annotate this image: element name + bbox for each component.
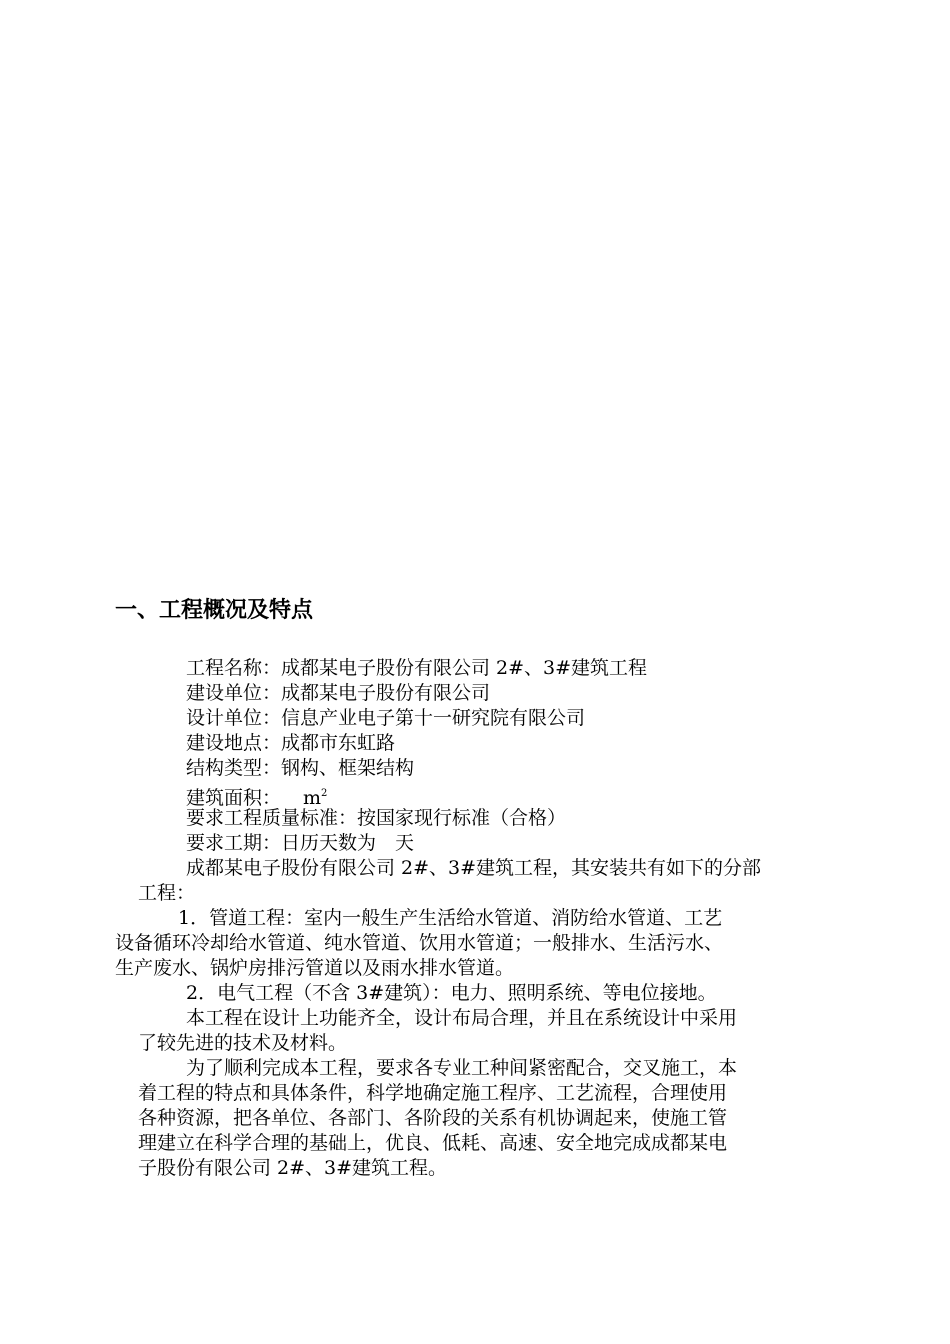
paragraph-5-line-5: 子股份有限公司 2#、3#建筑工程。: [138, 1157, 448, 1179]
paragraph-3-line-1: 2．电气工程（不含 3#建筑）：电力、照明系统、等电位接地。: [186, 982, 717, 1004]
paragraph-5-line-4: 理建立在科学合理的基础上，优良、低耗、高速、安全地完成成都某电: [138, 1132, 728, 1154]
project-name: 工程名称：成都某电子股份有限公司 2#、3#建筑工程: [186, 657, 648, 679]
section-heading: 一、工程概况及特点: [115, 598, 314, 623]
quality-standard: 要求工程质量标准：按国家现行标准（合格）: [186, 807, 567, 829]
paragraph-1-line-1: 成都某电子股份有限公司 2#、3#建筑工程，其安装共有如下的分部: [186, 857, 762, 879]
site-location: 建设地点：成都市东虹路: [186, 732, 396, 754]
paragraph-4-line-1: 本工程在设计上功能齐全，设计布局合理，并且在系统设计中采用: [186, 1007, 738, 1029]
area-unit-superscript: 2: [321, 788, 328, 799]
construction-period: 要求工期：日历天数为 天: [186, 832, 415, 854]
paragraph-4-line-2: 了较先进的技术及材料。: [138, 1032, 348, 1054]
building-area-label: 建筑面积：: [186, 787, 282, 809]
paragraph-2-line-2: 设备循环冷却给水管道、纯水管道、饮用水管道；一般排水、生活污水、: [115, 932, 724, 954]
paragraph-2-line-1: 1．管道工程：室内一般生产生活给水管道、消防给水管道、工艺: [178, 907, 723, 929]
paragraph-2-line-3: 生产废水、锅炉房排污管道以及雨水排水管道。: [115, 957, 515, 979]
paragraph-5-line-1: 为了顺利完成本工程，要求各专业工种间紧密配合，交叉施工，本: [186, 1057, 738, 1079]
area-unit: m: [303, 787, 322, 809]
design-unit: 设计单位：信息产业电子第十一研究院有限公司: [186, 707, 586, 729]
paragraph-5-line-3: 各种资源，把各单位、各部门、各阶段的关系有机协调起来，使施工管: [138, 1107, 728, 1129]
owner-unit: 建设单位：成都某电子股份有限公司: [186, 682, 491, 704]
paragraph-5-line-2: 着工程的特点和具体条件，科学地确定施工程序、工艺流程，合理使用: [138, 1082, 728, 1104]
paragraph-1-line-2: 工程：: [138, 882, 196, 904]
structure-type: 结构类型：钢构、框架结构: [186, 757, 415, 779]
